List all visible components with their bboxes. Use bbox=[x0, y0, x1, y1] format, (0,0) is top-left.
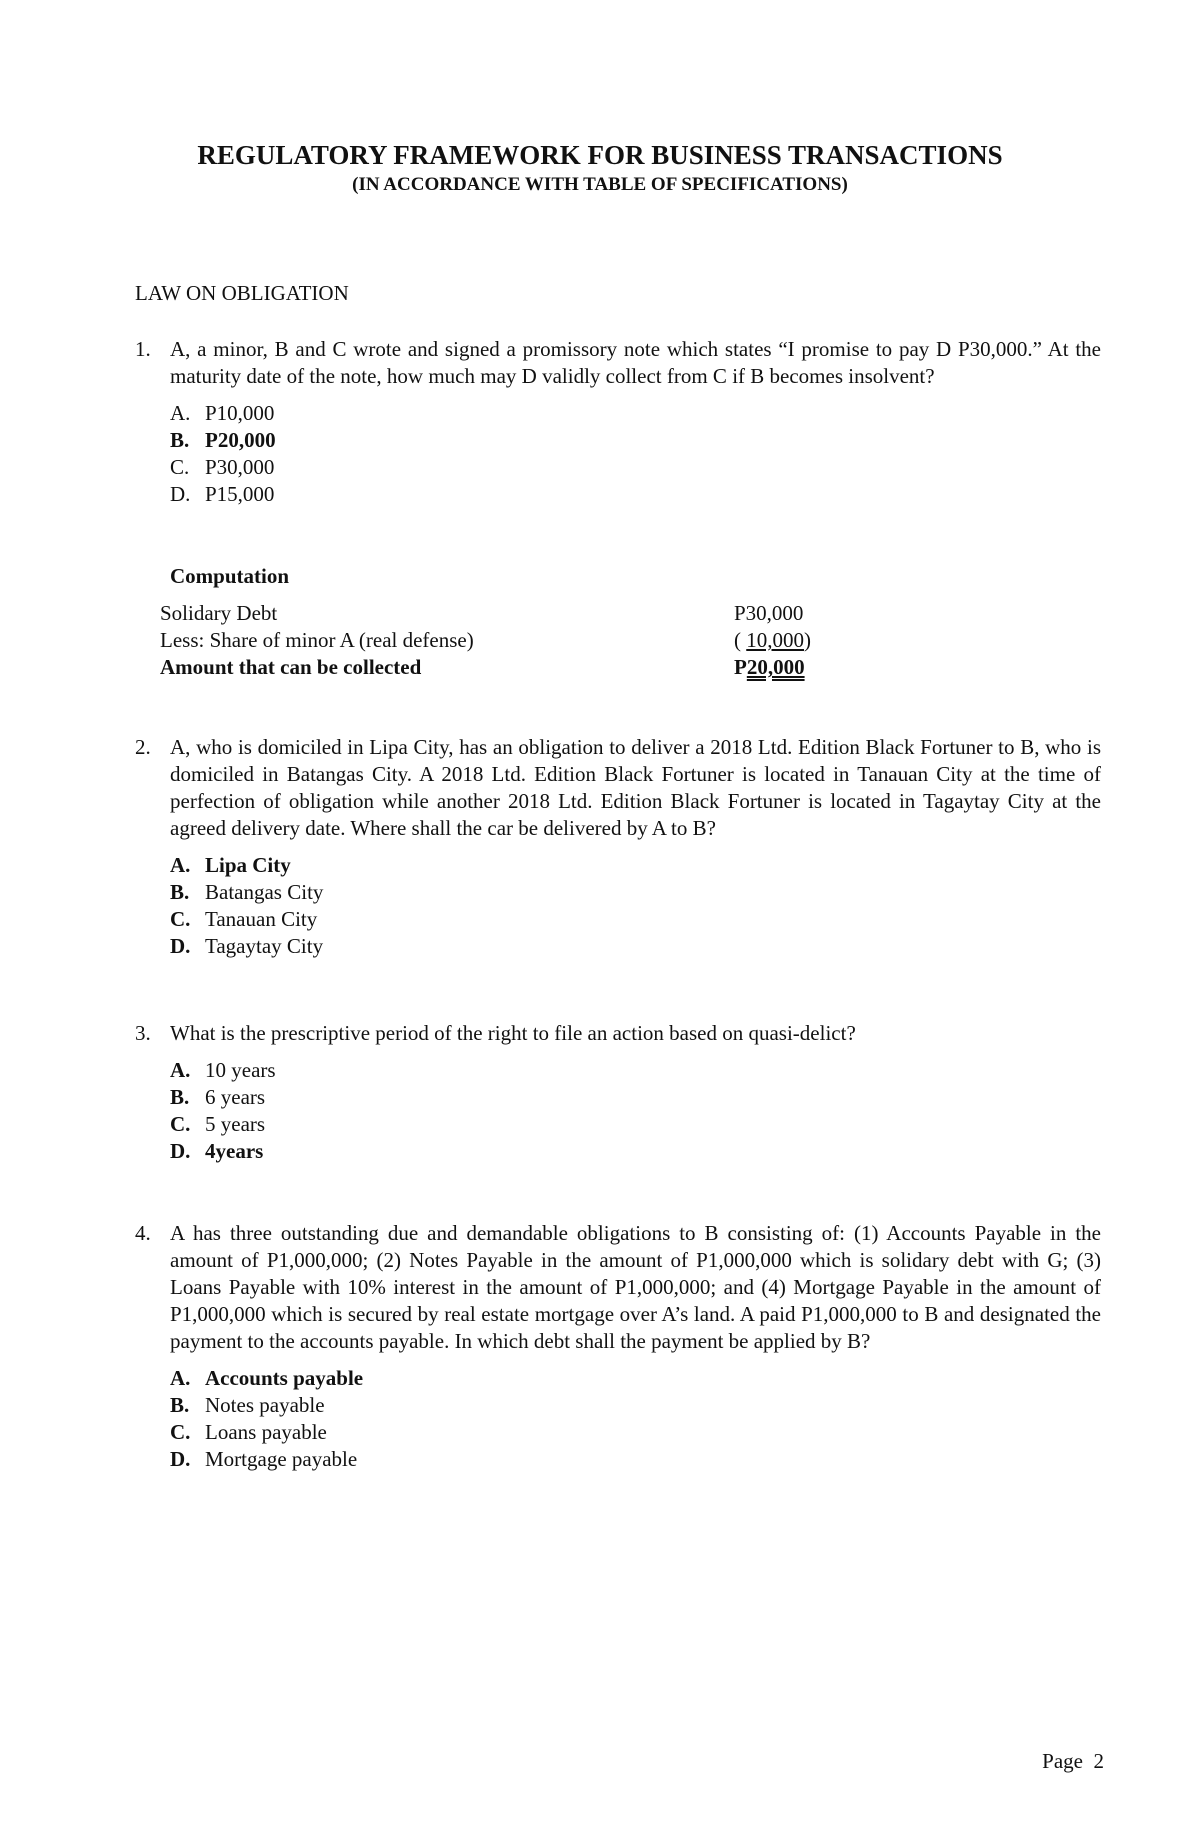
computation-table bbox=[160, 600, 820, 681]
option-c: C. P30,000 bbox=[170, 455, 275, 479]
question-text: A, who is domiciled in Lipa City, has an obligation to deliver a 2018 Ltd. Edition Black Fortuner to B, who is domiciled in Batangas City. A 2018 Ltd. Edition Black Fortuner is located in Tanauan City at the time of perfection of obligation while another 2018 Ltd. Edition Black Fortuner is located in Tagaytay City at the agreed delivery date. Where shall the car be delivered by A to B? bbox=[170, 735, 1101, 840]
computation-title: Computation bbox=[170, 564, 290, 588]
computation-value: P20,000 bbox=[734, 655, 805, 679]
computation-value: P30,000 bbox=[734, 601, 804, 625]
question-3 bbox=[135, 1020, 1101, 1165]
option-b: B. 6 years bbox=[170, 1085, 266, 1109]
option-c: C. 5 years bbox=[170, 1112, 266, 1136]
question-number: 4. bbox=[135, 1221, 151, 1245]
question-text: What is the prescriptive period of the right to file an action based on quasi-delict? bbox=[170, 1021, 856, 1045]
option-a-answer: A. Accounts payable bbox=[170, 1366, 364, 1390]
option-d: D. P15,000 bbox=[170, 482, 275, 506]
computation-value: ( 10,000) bbox=[734, 628, 811, 652]
option-a: A. 10 years bbox=[170, 1058, 276, 1082]
question-4 bbox=[135, 1220, 1101, 1473]
option-d: D. Tagaytay City bbox=[170, 934, 324, 958]
option-b-answer: B. P20,000 bbox=[170, 428, 276, 452]
computation-label: Solidary Debt bbox=[160, 601, 278, 625]
question-text: A has three outstanding due and demandable obligations to B consisting of: (1) Accounts Payable in the amount of P1,000,000; (2) Notes Payable in the amount of P1,000,000 which is solidary debt with G; (3) Loans Payable with 10% interest in the amount of P1,000,000; and (4) Mortgage Payable in the amount of P1,000,000 which is secured by real estate mortgage over A’s land. A paid P1,000,000 to B and designated the payment to the accounts payable. In which debt shall the payment be applied by B? bbox=[170, 1221, 1101, 1353]
option-d-answer: D. 4years bbox=[170, 1139, 264, 1163]
page-number bbox=[1042, 1748, 1104, 1775]
question-number: 3. bbox=[135, 1021, 151, 1045]
option-a-answer: A. Lipa City bbox=[170, 853, 291, 877]
option-b: B. Batangas City bbox=[170, 880, 324, 904]
option-c: C. Tanauan City bbox=[170, 907, 318, 931]
option-d: D. Mortgage payable bbox=[170, 1447, 358, 1471]
page-label: Page bbox=[1042, 1749, 1083, 1773]
option-list bbox=[170, 1365, 1101, 1473]
document-title: REGULATORY FRAMEWORK FOR BUSINESS TRANSACTIONS bbox=[197, 140, 1003, 170]
question-number: 1. bbox=[135, 337, 151, 361]
option-a: A. P10,000 bbox=[170, 401, 275, 425]
section-heading: LAW ON OBLIGATION bbox=[135, 281, 349, 305]
computation-label: Less: Share of minor A (real defense) bbox=[160, 628, 474, 652]
question-text: A, a minor, B and C wrote and signed a promissory note which states “I promise to pay D P30,000.” At the maturity date of the note, how much may D validly collect from C if B becomes insolvent? bbox=[170, 337, 1101, 388]
document-subtitle: (IN ACCORDANCE WITH TABLE OF SPECIFICATIONS) bbox=[352, 174, 848, 195]
computation-label: Amount that can be collected bbox=[160, 655, 422, 679]
page-number-value: 2 bbox=[1093, 1749, 1104, 1773]
option-list bbox=[170, 1057, 1101, 1165]
computation-row bbox=[160, 627, 820, 654]
option-list bbox=[170, 852, 1101, 960]
question-1 bbox=[135, 336, 1101, 508]
question-2 bbox=[135, 734, 1101, 960]
question-number: 2. bbox=[135, 735, 151, 759]
computation-row bbox=[160, 600, 820, 627]
option-c: C. Loans payable bbox=[170, 1420, 327, 1444]
option-b: B. Notes payable bbox=[170, 1393, 325, 1417]
computation-total-row bbox=[160, 654, 820, 681]
option-list bbox=[170, 400, 1101, 508]
